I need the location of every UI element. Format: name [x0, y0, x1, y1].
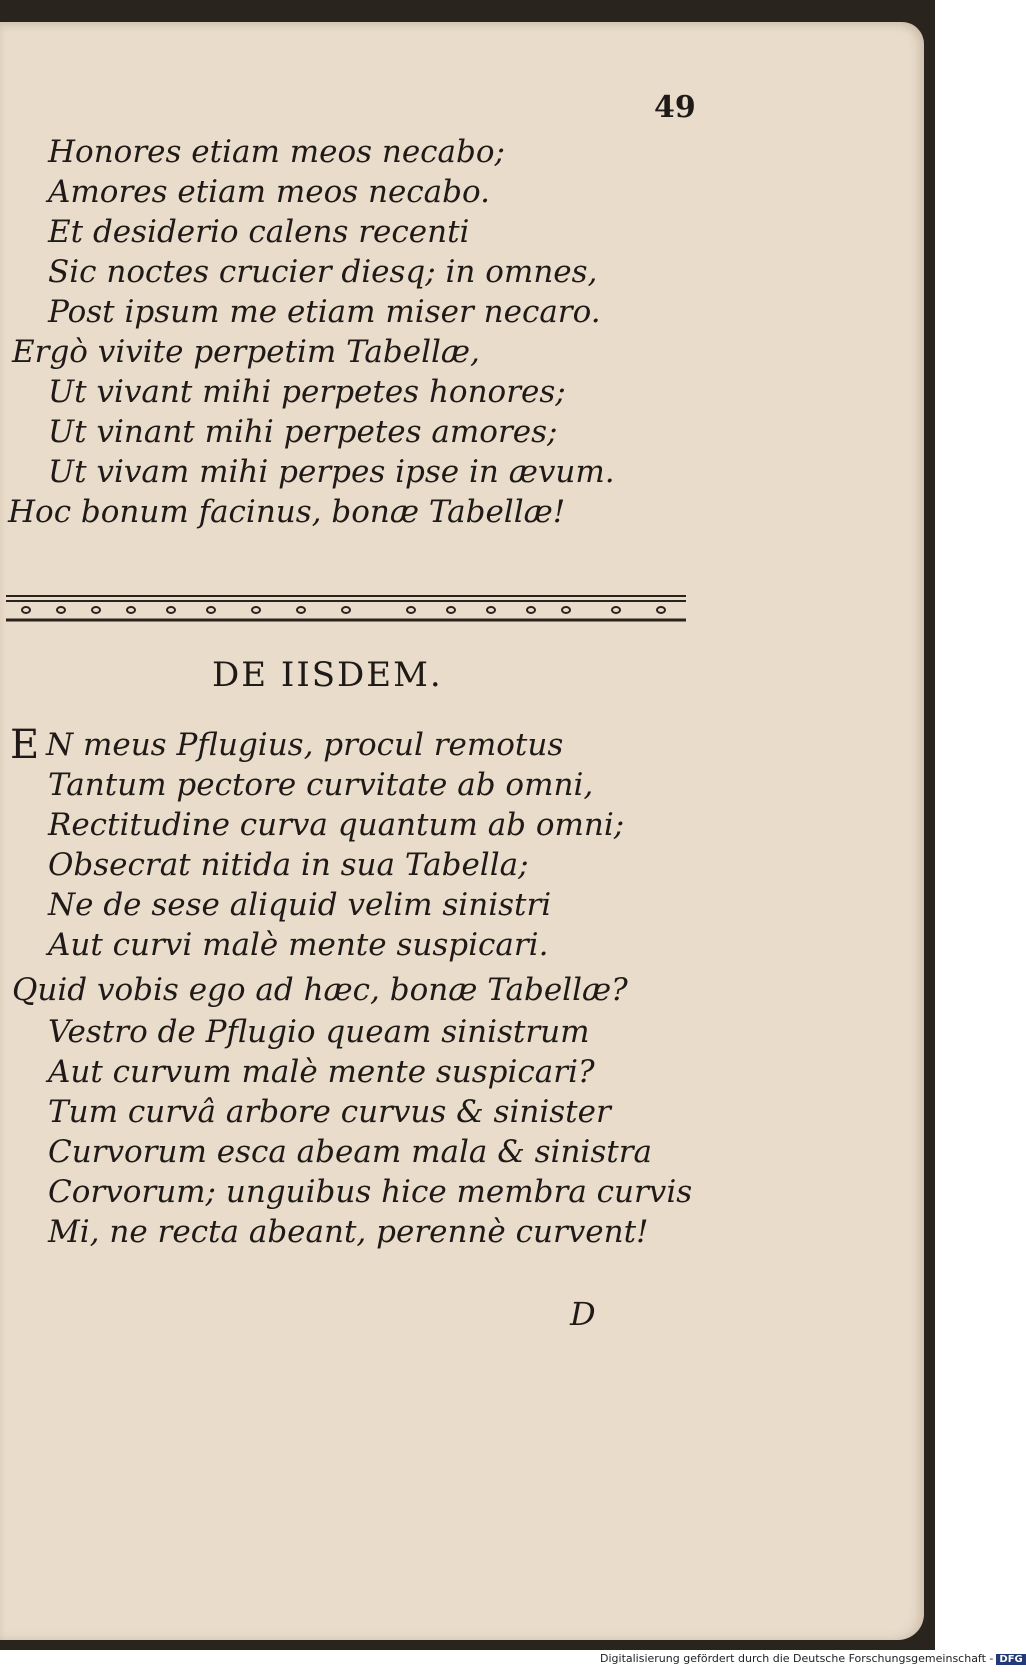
- section-heading: DE IISDEM.: [212, 655, 443, 695]
- catchword: D: [570, 1295, 596, 1333]
- verse-line: Hoc bonum facinus, bonæ Tabellæ!: [8, 494, 566, 530]
- dfg-logo: DFG: [996, 1654, 1025, 1665]
- verse-line: Rectitudine curva quantum ab omni;: [48, 807, 625, 843]
- verse-line: Honores etiam meos necabo;: [48, 134, 505, 170]
- verse-line: Mi, ne recta abeant, perennè curvent!: [48, 1214, 649, 1250]
- verse-line: Et desiderio calens recenti: [48, 214, 470, 250]
- verse-line: Sic noctes crucier diesq; in omnes,: [48, 254, 598, 290]
- verse-line: Tum curvâ arbore curvus & sinister: [48, 1094, 611, 1130]
- verse-line: Vestro de Pflugio queam sinistrum: [48, 1014, 590, 1050]
- digitization-footer: [600, 1652, 1026, 1665]
- verse-line: Aut curvum malè mente suspicari?: [48, 1054, 595, 1090]
- verse-line: Aut curvi malè mente suspicari.: [48, 927, 549, 963]
- page-number: 49: [654, 90, 696, 125]
- verse-line: Ut vinant mihi perpetes amores;: [48, 414, 558, 450]
- verse-line: Ergò vivite perpetim Tabellæ,: [12, 334, 480, 370]
- verse-line: Ut vivant mihi perpetes honores;: [48, 374, 566, 410]
- verse-line: N meus Pflugius, procul remotus: [46, 727, 564, 763]
- verse-line: Corvorum; unguibus hice membra curvis: [48, 1174, 693, 1210]
- verse-line: Post ipsum me etiam miser necaro.: [48, 294, 601, 330]
- verse-line: Quid vobis ego ad hæc, bonæ Tabellæ?: [12, 972, 628, 1008]
- ornament-divider: [6, 594, 686, 624]
- footer-text: Digitalisierung gefördert durch die Deutsche Forschungsgemeinschaft -: [600, 1652, 994, 1665]
- verse-line: Ne de sese aliquid velim sinistri: [48, 887, 552, 923]
- verse-line: Amores etiam meos necabo.: [48, 174, 490, 210]
- verse-line: Ut vivam mihi perpes ipse in ævum.: [48, 454, 615, 490]
- verse-line: Curvorum esca abeam mala & sinistra: [48, 1134, 653, 1170]
- initial-letter: E: [10, 722, 40, 768]
- verse-line: Obsecrat nitida in sua Tabella;: [48, 847, 529, 883]
- verse-line: Tantum pectore curvitate ab omni,: [48, 767, 594, 803]
